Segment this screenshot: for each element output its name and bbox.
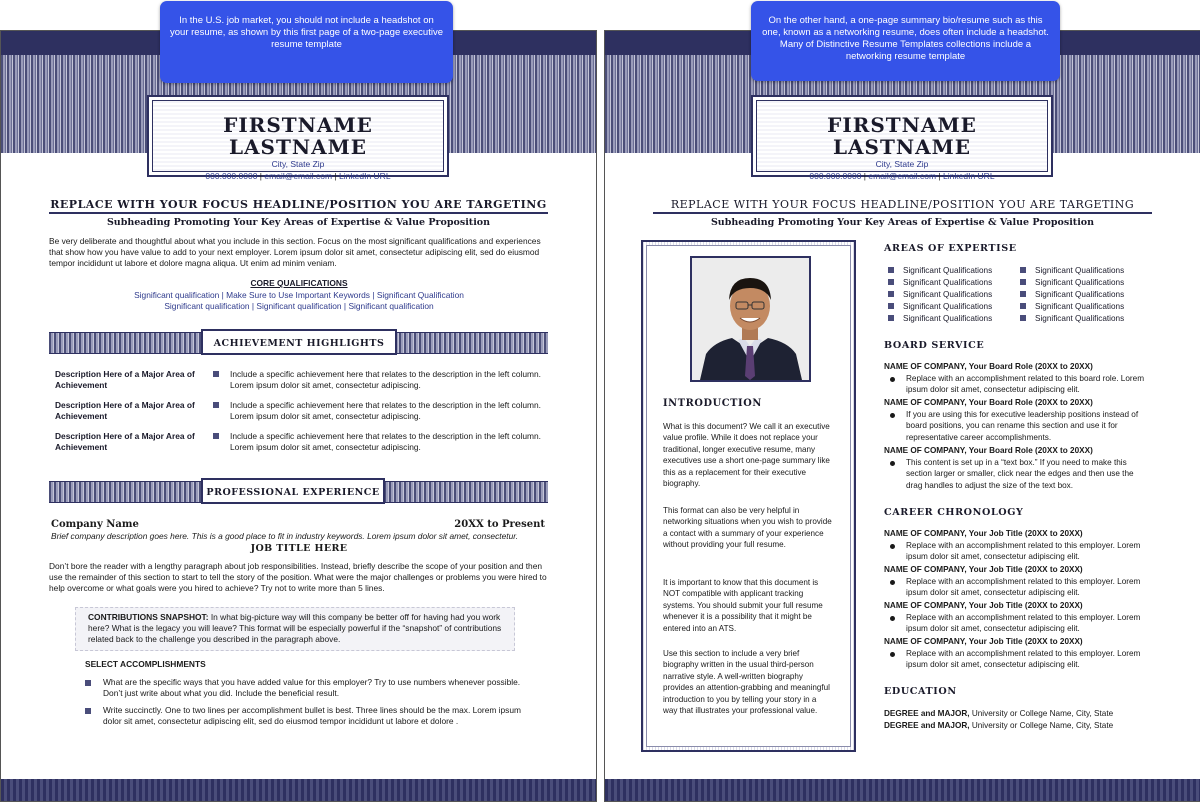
education-title: EDUCATION [884,686,957,697]
career-chronology-title: CAREER CHRONOLOGY [884,507,1024,518]
square-bullet-icon [888,279,894,285]
snapshot-text: In what big-picture way will this company be better off for having had you work here? What is the legacy you will leave? This format will be especially powerful if the “snapshot” of contributions related back to the challenge you described in the paragraph above. [88,612,502,645]
expertise-item: Significant Qualifications [888,289,992,301]
headline-rule [653,212,1152,214]
footer-stripe-band [1,779,596,801]
education-entry [884,708,1154,719]
expertise-item: Significant Qualifications [888,313,992,325]
callout-left: In the U.S. job market, you should not include a headshot on your resume, as shown by this first page of a two-page executive resume template [160,1,453,83]
square-bullet-icon [1020,315,1026,321]
introduction-paragraph: What is this document? We call it an executive value profile. While it does not replace your traditional, longer executive resume, many executives use a short one-page summary like this as a replacement for their executive biography. [663,422,830,489]
job-title: JOB TITLE HERE [250,543,348,554]
expertise-item: Significant Qualifications [1020,301,1124,313]
career-role: NAME OF COMPANY, Your Job Title (20XX to 20XX) [884,565,1083,574]
expertise-item: Significant Qualifications [1020,277,1124,289]
footer-stripe-band [605,779,1200,801]
resume-page-networking [604,30,1200,802]
career-accomplishment: Replace with an accomplishment related to this employer. Lorem ipsum dolor sit amet, consectetur adipiscing elit. [906,613,1141,634]
expertise-item: Significant Qualifications [1020,265,1124,277]
contact-separator: | [938,171,941,181]
education-entry [884,720,1154,731]
introduction-paragraph: It is important to know that this document is NOT compatible with applicant tracking systems. You should submit your full resume whenever it is a possibility that it might be entered into an ATS. [663,578,823,633]
contact-linkedin[interactable]: LinkedIn URL [943,171,995,181]
core-qualification: Significant qualification [348,301,434,311]
square-bullet-icon [888,315,894,321]
expertise-item: Significant Qualifications [1020,313,1124,325]
contact-email[interactable]: email@email.com [868,171,937,181]
focus-headline: REPLACE WITH YOUR FOCUS HEADLINE/POSITION YOU ARE TARGETING [670,198,1135,211]
accomplishment-text: What are the specific ways that you have added value for this employer? Try to use numbers whenever possible. Don’t just write about what you did. Include the beneficial result. [103,677,521,699]
resume-page-one [0,30,597,802]
board-service-title: BOARD SERVICE [884,340,985,351]
square-bullet-icon [1020,279,1026,285]
achievements-title: ACHIEVEMENT HIGHLIGHTS [201,329,397,355]
core-qualification: Significant qualification [134,290,220,300]
round-bullet-icon [890,580,895,585]
board-role: NAME OF COMPANY, Your Board Role (20XX to 20XX) [884,398,1093,407]
expertise-item: Significant Qualifications [888,265,992,277]
contact-line [757,170,1047,182]
employment-dates: 20XX to Present [454,519,545,530]
accomplishment-text: Write succinctly. One to two lines per accomplishment bullet is best. Three lines should be the max. Lorem ipsum dolor sit amet, consectetur adipiscing elit, sed do eiusmod tempor incididunt ut labore et dolore . [103,705,522,727]
contact-phone: 000.000.0000 [205,171,258,181]
experience-title: PROFESSIONAL EXPERIENCE [201,478,385,504]
core-qualifications-title: CORE QUALIFICATIONS [250,278,348,288]
introduction-paragraph: Use this section to include a very brief biography written in the usual third-person narrative style. A well-written biography provides an attention-grabbing and meaningful introduction to you by telling your story in a way that illustrates your professional value. [663,649,830,716]
contact-separator: | [334,171,337,181]
job-description: Don’t bore the reader with a lengthy paragraph about job responsibilities. Instead, briefly describe the scope of your position and then use the remainder of this section to start to tell the story of the position. What were the major challenges or problems you were hired to help overcome or what goals were you hired to achieve? Try not to write more than 5 lines. [49,561,547,594]
contact-separator: | [259,171,263,181]
contact-line [153,170,443,182]
core-qualification: Make Sure to Use Important Keywords [226,290,370,300]
achievement-description: Description Here of a Major Area of Achievement [55,431,195,453]
career-role: NAME OF COMPANY, Your Job Title (20XX to 20XX) [884,529,1083,538]
core-separator: | [251,301,255,311]
career-accomplishment: Replace with an accomplishment related to this employer. Lorem ipsum dolor sit amet, consectetur adipiscing elit. [906,577,1141,598]
round-bullet-icon [890,652,895,657]
introduction-paragraph: This format can also be very helpful in networking situations when you wish to provide a contact with a summary of your experience without providing your full resume. [663,506,832,550]
accomplishments-title: SELECT ACCOMPLISHMENTS [85,659,206,669]
core-separator: | [343,301,347,311]
core-qualification: Significant qualification [164,301,250,311]
board-accomplishment: If you are using this for executive leadership positions instead of board positions, you can rename this section and use it for representative career accomplishments. [906,410,1139,442]
career-role: NAME OF COMPANY, Your Job Title (20XX to 20XX) [884,637,1083,646]
square-bullet-icon [1020,291,1026,297]
headline-rule [49,212,548,214]
core-qualification: Significant Qualification [376,290,464,300]
candidate-name: FIRSTNAME LASTNAME [827,113,977,159]
name-box [147,95,449,181]
square-bullet-icon [888,291,894,297]
square-bullet-icon [213,371,219,377]
contributions-snapshot [75,607,515,651]
introduction-panel [641,240,856,752]
round-bullet-icon [890,461,895,466]
square-bullet-icon [213,402,219,408]
core-qualifications-line-1 [49,290,549,301]
name-box [751,95,1053,181]
education-degree: DEGREE and MAJOR, [884,721,970,730]
contact-phone: 000.000.0000 [809,171,862,181]
career-role: NAME OF COMPANY, Your Job Title (20XX to 20XX) [884,601,1083,610]
introduction-title: INTRODUCTION [663,398,762,409]
board-role: NAME OF COMPANY, Your Board Role (20XX to 20XX) [884,362,1093,371]
core-qualifications-line-2 [49,301,549,312]
candidate-location: City, State Zip [875,159,929,169]
board-accomplishment: Replace with an accomplishment related to this board role. Lorem ipsum dolor sit amet, consectetur adipiscing elit. [906,374,1145,395]
accomplishment-item [85,677,525,699]
headshot-photo [690,256,811,382]
achievement-text: Include a specific achievement here that relates to the description in the left column. Lorem ipsum dolor sit amet, consectetur adipiscing. [230,431,541,453]
square-bullet-icon [85,708,91,714]
education-school: University or College Name, City, State [971,709,1114,718]
expertise-item: Significant Qualifications [1020,289,1124,301]
career-accomplishment: Replace with an accomplishment related to this employer. Lorem ipsum dolor sit amet, consectetur adipiscing elit. [906,541,1141,562]
square-bullet-icon [888,267,894,273]
company-description: Brief company description goes here. This is a good place to fit in industry keywords. Lorem ipsum dolor sit amet, consectetur. [51,531,519,541]
round-bullet-icon [890,544,895,549]
candidate-location: City, State Zip [271,159,325,169]
round-bullet-icon [890,377,895,382]
headshot-image [692,258,809,380]
contact-email[interactable]: email@email.com [264,171,333,181]
achievement-text: Include a specific achievement here that relates to the description in the left column. Lorem ipsum dolor sit amet, consectetur adipiscing. [230,400,541,422]
callout-right: On the other hand, a one-page summary bio/resume such as this one, known as a networking resume, does often include a headshot. Many of Distinctive Resume Templates collections include a networking resume template [751,1,1060,81]
round-bullet-icon [890,413,895,418]
board-role: NAME OF COMPANY, Your Board Role (20XX to 20XX) [884,446,1093,455]
focus-headline: REPLACE WITH YOUR FOCUS HEADLINE/POSITION YOU ARE TARGETING [50,198,547,211]
expertise-item: Significant Qualifications [888,277,992,289]
achievement-description: Description Here of a Major Area of Achievement [55,400,195,422]
achievement-description: Description Here of a Major Area of Achievement [55,369,195,391]
square-bullet-icon [1020,303,1026,309]
core-qualification: Significant qualification [256,301,342,311]
career-accomplishment: Replace with an accomplishment related to this employer. Lorem ipsum dolor sit amet, consectetur adipiscing elit. [906,649,1141,670]
contact-separator: | [863,171,867,181]
square-bullet-icon [1020,267,1026,273]
expertise-item: Significant Qualifications [888,301,992,313]
expertise-title: AREAS OF EXPERTISE [884,243,1017,254]
candidate-name: FIRSTNAME LASTNAME [223,113,373,159]
education-school: University or College Name, City, State [971,721,1114,730]
focus-subheadline: Subheading Promoting Your Key Areas of Expertise & Value Proposition [106,217,491,228]
round-bullet-icon [890,616,895,621]
core-separator: | [372,290,375,300]
education-degree: DEGREE and MAJOR, [884,709,970,718]
board-accomplishment: This content is set up in a “text box.” If you need to make this section larger or smaller, click near the edges and then use the drag handles to adjust the size of the text box. [906,458,1134,490]
contact-linkedin[interactable]: LinkedIn URL [339,171,391,181]
square-bullet-icon [85,680,91,686]
snapshot-label: CONTRIBUTIONS SNAPSHOT: [88,612,209,622]
focus-subheadline: Subheading Promoting Your Key Areas of Expertise & Value Proposition [710,217,1095,228]
square-bullet-icon [888,303,894,309]
company-name: Company Name [51,519,139,530]
square-bullet-icon [213,433,219,439]
accomplishment-item [85,705,525,727]
core-separator: | [221,290,224,300]
summary-paragraph: Be very deliberate and thoughtful about what you include in this section. Focus on the most significant qualifications and experiences that show how you have value to add to your next employer. Lorem ipsum dolor sit amet, consectetur adipiscing elit, sed do eiusmod tempor incididunt ut labore et dolore magna aliqua. Ut enim ad minim veniam. [49,236,541,269]
achievement-text: Include a specific achievement here that relates to the description in the left column. Lorem ipsum dolor sit amet, consectetur adipiscing. [230,369,541,391]
